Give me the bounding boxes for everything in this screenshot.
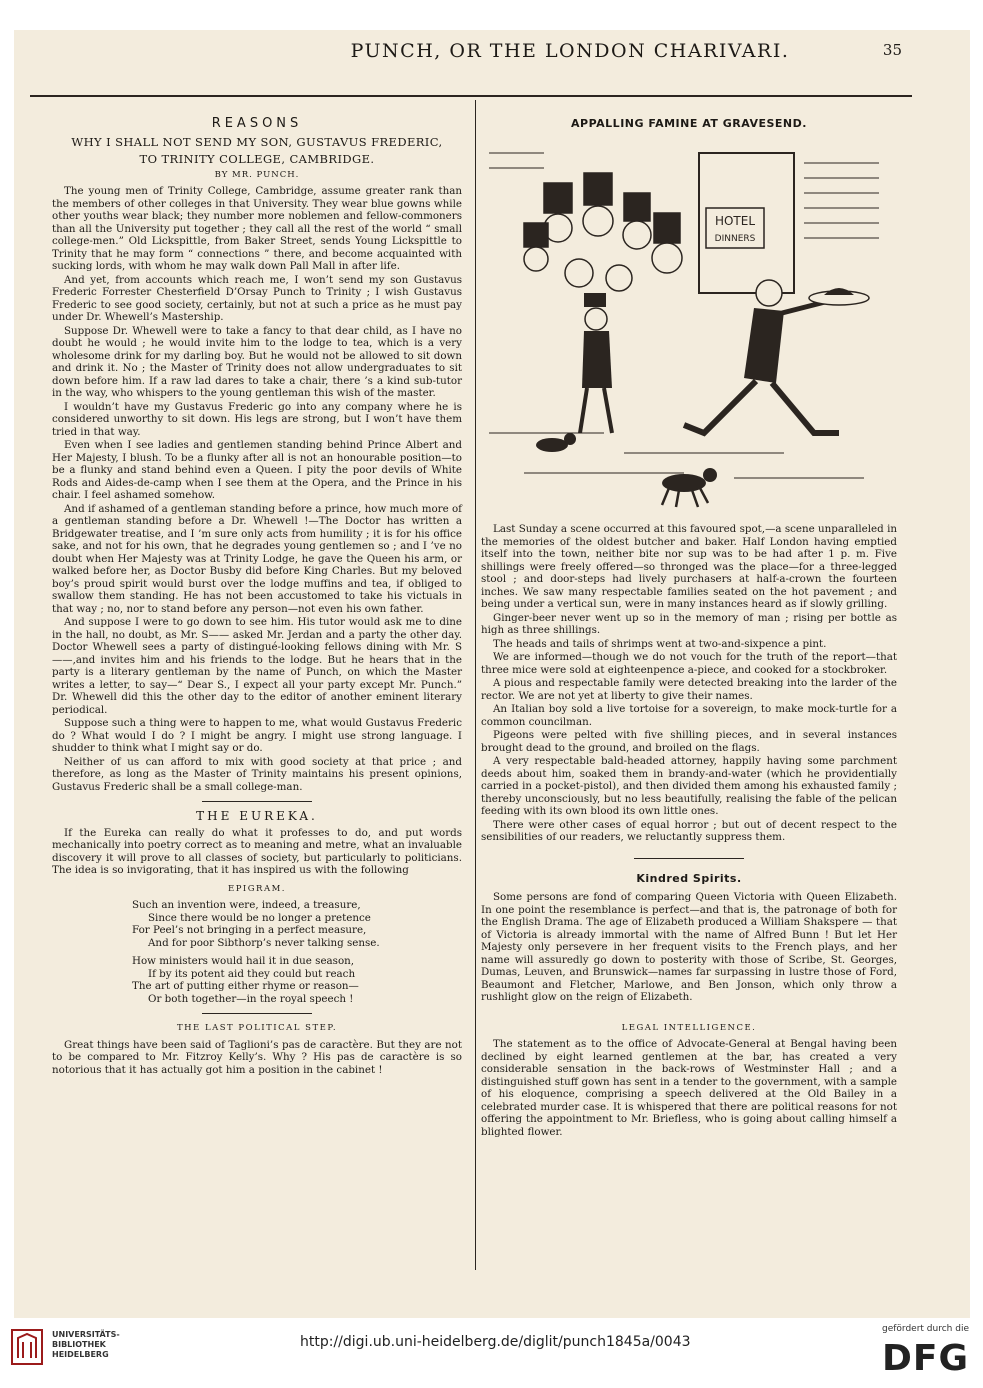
epigram-title: EPIGRAM. (227, 883, 286, 894)
library-line: BIBLIOTHEK (52, 1340, 106, 1349)
famine-paragraph: We are informed—though we do not vouch for the truth of the report—that three mice were sold at eighteenpence a-piece, and cooked for a stockbroker. (481, 651, 897, 676)
reasons-paragraph: Even when I see ladies and gentlemen standing behind Prince Albert and Her Majesty, I blush. To be a flunky after all is not an honourable position—to be a flunky and stand behind even a Queen. I pity the poor devils of White Rods and Aides-de-camp when I see them at the Opera, and the Prince in his chair. I feel ashamed somehow. (52, 439, 462, 501)
famine-cartoon (484, 133, 884, 518)
page-header (250, 36, 902, 68)
dog-head (564, 433, 576, 445)
reasons-paragraph: Neither of us can afford to mix with good society at that price ; and therefore, as long as the Master of Trinity maintains his present opinions, Gustavus Frederic shall be a small college-man. (52, 755, 462, 793)
poem-line: For Peel’s not bringing in a perfect measure, (132, 924, 367, 936)
poem-line: How ministers would hail it in due season, (132, 955, 355, 967)
library-line: UNIVERSITÄTS- (52, 1330, 120, 1339)
boy-head (585, 308, 607, 330)
legal-paragraph: The statement as to the office of Advocate-General at Bengal having been declined by eight learned gentlemen at the bar, has created a very considerable sensation in the back-rows of Westminster Hall ; and a distinguished stuff gown has sent in a tender to the government, with a sample of his eloquence, comprising a speech delivered at the Old Bailey in a celebrated murder case. It is whispered that there are political reasons for not offering the appointment to Mr. Briefless, who is going about calling himself a blighted flower. (481, 1038, 897, 1138)
waiter-head (756, 280, 782, 306)
column-divider (475, 100, 476, 1270)
kindred-paragraph: Some persons are fond of comparing Queen Victoria with Queen Elizabeth. In one point the resemblance is perfect—and that is, the patronage of both for the English Drama. The age of Elizabeth produced a William Shakspere — that of Victoria is already immortal with the name of Alfred Bunn ! But let Her Majesty only persevere in her frequent visits to the French plays, and her name will assuredly go down to posterity with those of Scribe, St. Georges, Dumas, Leuven, and Brunswick—names far surpassing in lustre those of Ford, Beaumont and Fletcher, Marlowe, and Ben Jonson, which only throw a rushlight glow on the reign of Elizabeth. (481, 891, 897, 1003)
famine-paragraph: Ginger-beer never went up so in the memory of man ; rising per bottle as high as three shillings. (481, 611, 897, 636)
dfg-logo: DFG (881, 1338, 969, 1379)
eureka-heading: THE EUREKA. (196, 809, 318, 823)
reasons-paragraph: Suppose Dr. Whewell were to take a fancy to that dear child, as I have no doubt he would ; he would invite him to the lodge to tea, which is a very wholesome drink for my darling boy. But he would not be allowed to sit down and drink it. No ; the Master of Trinity does not allow undergraduates to sit down before him. If a raw lad dares to take a chair, there ’s a kind sub-tutor in the way, who whispers to the young gentleman this wish of the master. (52, 324, 462, 399)
kindred-heading: Kindred Spirits. (636, 871, 742, 885)
dog-body (536, 438, 568, 452)
section-divider (202, 801, 312, 802)
section-divider (634, 858, 744, 859)
reasons-subheading-1: WHY I SHALL NOT SEND MY SON, GUSTAVUS FREDERIC, (71, 134, 443, 149)
poem-line: Such an invention were, indeed, a treasure, (132, 899, 361, 911)
famine-paragraph: An Italian boy sold a live tortoise for a sovereign, to make mock-turtle for a common councilman. (481, 703, 897, 728)
legal-heading: LEGAL INTELLIGENCE. (621, 1022, 757, 1033)
poem-line: Since there would be no longer a pretence (148, 911, 371, 924)
famine-heading: APPALLING FAMINE AT GRAVESEND. (571, 117, 807, 130)
poem-line: And for poor Sibthorp’s never talking sense. (148, 936, 380, 949)
reasons-paragraph: And yet, from accounts which reach me, I won’t send my son Gustavus Frederic Forrester Chesterfield D’Orsay Punch to Trinity ; I wish Gustavus Frederic to see good society, certainly, but not at such a price as he must pay under Dr. Whewell’s Mastership. (52, 273, 462, 323)
left-column (52, 118, 462, 1077)
reasons-paragraph: The young men of Trinity College, Cambridge, assume greater rank than the members of other colleges in that University. They wear blue gowns while other youths wear black; they number more noblemen and fellow-commoners than all the University put together ; they call all the rest of the world “ small college-men.” Old Lickspittle, from Baker Street, sends Young Lickspittle to Trinity that he may form “ connections ” there, and become acquainted with sucking lords, with whom he may walk down Pall Mall in after life. (52, 185, 462, 272)
digitization-footer (0, 1318, 983, 1388)
poem-line: Or both together—in the royal speech ! (148, 992, 354, 1005)
reasons-byline: BY MR. PUNCH. (214, 169, 300, 180)
famine-paragraph: A pious and respectable family were detected breaking into the larder of the rector. We are not yet at liberty to give their names. (481, 677, 897, 702)
right-column (481, 523, 897, 1139)
library-line: HEIDELBERG (52, 1350, 109, 1359)
masthead-title: PUNCH, OR THE LONDON CHARIVARI. (350, 40, 790, 62)
famine-paragraph: A very respectable bald-headed attorney, happily having some parchment deeds about him, soaked them in brandy-and-water (which he providentially carried in a pocket-pistol), and then divided them among his exhausted family ; thereby unconsciously, but no less beautifully, realising the fable of the pelican feeding with its own blood its own little ones. (481, 755, 897, 817)
boy-hat (584, 293, 606, 307)
famine-paragraph: Last Sunday a scene occurred at this favoured spot,—a scene unparalleled in the memories of the oldest butcher and baker. Half London having emptied itself into the town, neither bite nor sup was to be had after 1 p. m. Five shillings were freely offered—so thronged was the place—for a three-legged stool ; and door-steps had lively purchasers at half-a-crown the fourteen inches. We saw many respectable families seated on the hot pavement ; and being under a vertical sun, were in many instances heard as if slowly grilling. (481, 523, 897, 610)
funding-note: gefördert durch die (882, 1324, 969, 1334)
political-step-paragraph: Great things have been said of Taglioni’s pas de caractère. But they are not to be compared to Mr. Fitzroy Kelly’s. Why ? His pas de caractère is so notorious that it has actually got him a position in the cabinet ! (52, 1038, 462, 1076)
poem-line: The art of putting either rhyme or reason— (132, 980, 359, 992)
reasons-paragraph: I wouldn’t have my Gustavus Frederic go into any company where he is considered unworthy to sit down. His legs are strong, but I won’t have them tried in that way. (52, 400, 462, 438)
boy-body (582, 331, 612, 388)
famine-paragraph: The heads and tails of shrimps went at two-and-sixpence a pint. (493, 637, 827, 650)
famine-paragraph: Pigeons were pelted with five shilling pieces, and in several instances brought dead to the ground, and broiled on the flags. (481, 729, 897, 754)
reasons-heading: REASONS (211, 116, 303, 131)
section-divider (202, 1013, 312, 1014)
source-url-link[interactable]: http://digi.ub.uni-heidelberg.de/diglit/punch1845a/0043 (300, 1334, 691, 1350)
reasons-subheading-2: TO TRINITY COLLEGE, CAMBRIDGE. (139, 151, 375, 166)
reasons-paragraph: Suppose such a thing were to happen to me, what would Gustavus Frederic do ? What would I do ? I might be angry. I might use strong language. I shudder to think what I might say or do. (52, 717, 462, 754)
epigram-stanza-2 (52, 955, 462, 1005)
political-step-heading: THE LAST POLITICAL STEP. (176, 1023, 338, 1033)
famine-paragraph: There were other cases of equal horror ; but out of decent respect to the sensibilities of our readers, we reluctantly suppress them. (481, 818, 897, 843)
reasons-paragraph: And if ashamed of a gentleman standing before a prince, how much more of a gentleman standing before a Dr. Whewell !—The Doctor has written a Bridgewater treatise, and I ’m sure only acts from humility ; it is for his office sake, and not for his own, that he degrades young gentlemen so ; and I ’ve no doubt when Her Majesty was at Trinity Lodge, he gave the Queen his arm, or walked before her, as Doctor Busby did before King Charles. But my beloved boy’s proud spirit would burst over the lodge muffins and tea, if obliged to swallow them standing. He has not been accustomed to take his victuals in that way ; no, nor to stand before any person—not even his own father. (52, 502, 462, 615)
library-name (52, 1330, 120, 1360)
dinners-sign-text: DINNERS (714, 234, 756, 244)
page-number: 35 (882, 41, 902, 59)
hotel-sign-text: HOTEL (714, 214, 756, 228)
dog-head (703, 468, 717, 482)
header-rule (30, 95, 912, 97)
library-logo-icon (10, 1328, 44, 1366)
poem-line: If by its potent aid they could but reach (148, 967, 356, 980)
reasons-paragraph: And suppose I were to go down to see him. His tutor would ask me to dine in the hall, no doubt, as Mr. S—— asked Mr. Jerdan and a party the other day. Doctor Whewell sees a party of distingué-looking fellows dining with Mr. S——,and invites him and his friends to the lodge. But he hears that in the party is a literary gentleman by the name of Punch, on which the Master writes a letter, to say—“ Dear S., I expect all your party except Mr. Punch.” Dr. Whewell did this the other day to the editor of another eminent literary periodical. (52, 616, 462, 716)
epigram-stanza-1 (52, 899, 462, 949)
eureka-paragraph: If the Eureka can really do what it professes to do, and put words mechanically into poetry correct as to meaning and metre, what an invaluable discovery it will prove to all classes of society, but particularly to politicians. The idea is so invigorating, that it has inspired us with the following (52, 826, 462, 876)
